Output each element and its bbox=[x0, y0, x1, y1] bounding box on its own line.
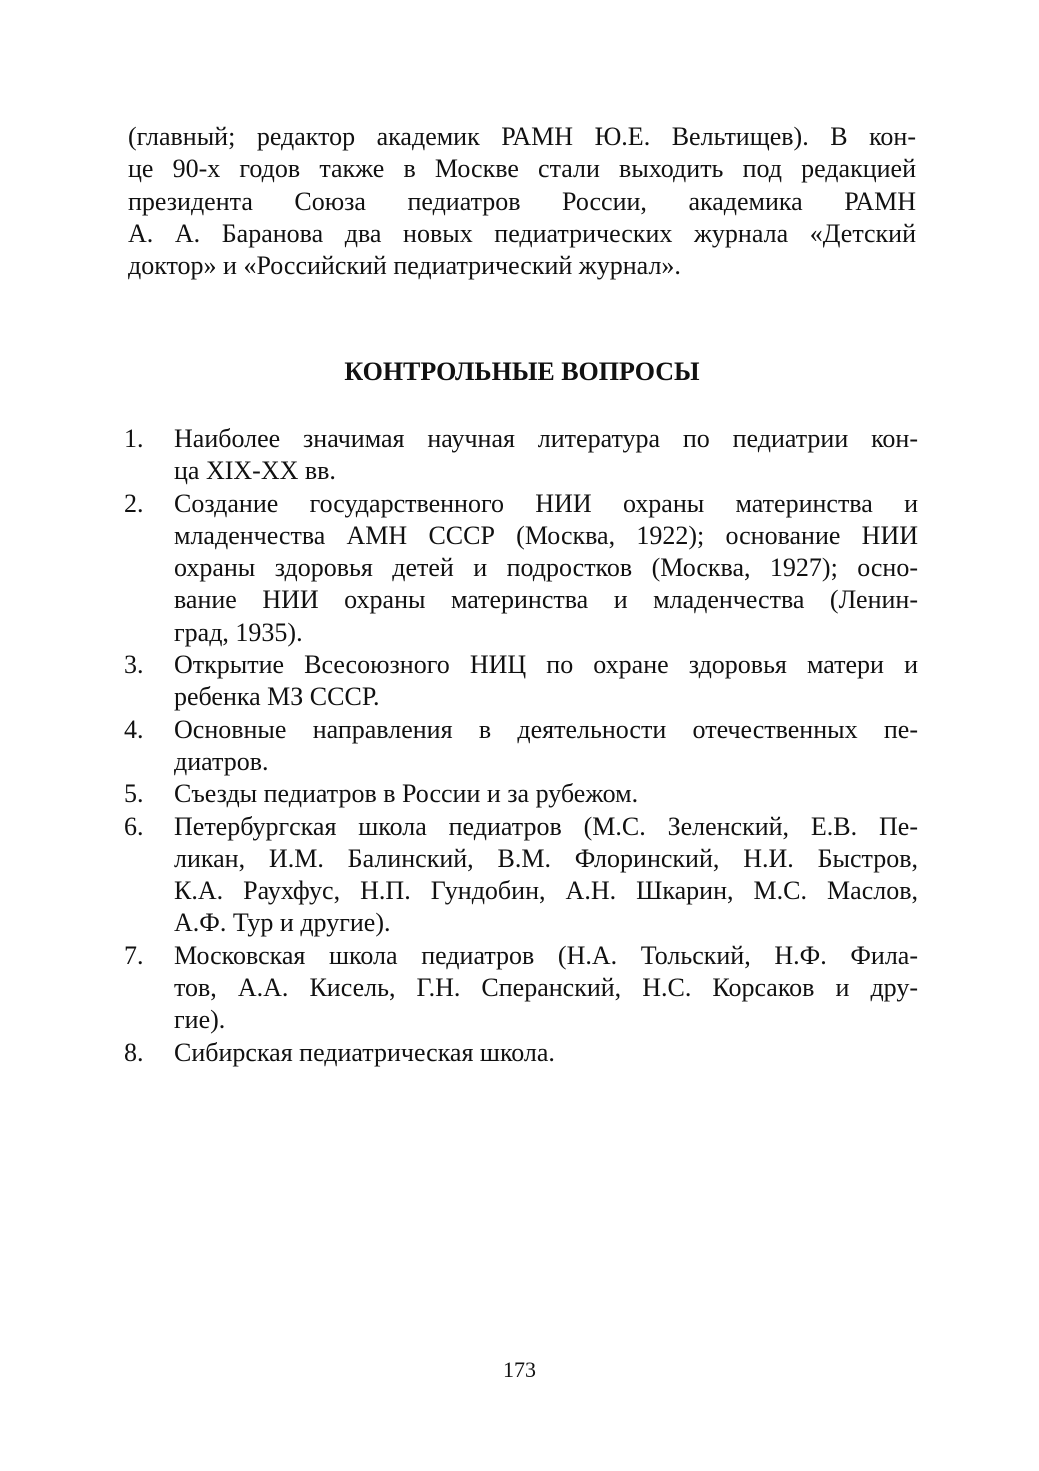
question-item bbox=[124, 488, 918, 649]
question-line: младенчества АМН СССР (Москва, 1922); основание НИИ bbox=[174, 520, 918, 550]
question-line: охраны здоровья детей и подростков (Москва, 1927); осно- bbox=[174, 553, 918, 583]
question-line: диатров. bbox=[174, 746, 269, 776]
question-line: Московская школа педиатров (Н.А. Тольский, Н.Ф. Фила- bbox=[174, 940, 918, 970]
question-line: гие). bbox=[174, 1005, 226, 1035]
question-number: 3. bbox=[124, 650, 144, 680]
question-line: Петербургская школа педиатров (М.С. Зеленский, Е.В. Пе- bbox=[174, 811, 918, 841]
intro-line: президента Союза педиатров России, академика РАМН bbox=[128, 186, 916, 216]
question-item bbox=[124, 778, 918, 810]
question-item bbox=[124, 940, 918, 1037]
question-number: 4. bbox=[124, 714, 144, 744]
question-item bbox=[124, 811, 918, 940]
question-item bbox=[124, 649, 918, 714]
intro-paragraph bbox=[128, 121, 916, 282]
question-line: ребенка МЗ СССР. bbox=[174, 682, 380, 712]
question-line: град, 1935). bbox=[174, 617, 303, 647]
question-line: Создание государственного НИИ охраны материнства и bbox=[174, 488, 918, 518]
question-number: 5. bbox=[124, 779, 144, 809]
question-item bbox=[124, 423, 918, 488]
question-line: Съезды педиатров в России и за рубежом. bbox=[174, 779, 639, 809]
question-line: Сибирская педиатрическая школа. bbox=[174, 1037, 555, 1067]
question-line: вание НИИ охраны материнства и младенчества (Ленин- bbox=[174, 585, 918, 615]
question-line: ца XIX-XX вв. bbox=[174, 456, 336, 486]
intro-line: це 90-х годов также в Москве стали выходить под редакцией bbox=[128, 154, 916, 184]
intro-line: (главный; редактор академик РАМН Ю.Е. Вельтищев). В кон- bbox=[128, 122, 916, 151]
section-heading: КОНТРОЛЬНЫЕ ВОПРОСЫ bbox=[344, 357, 700, 386]
question-line: ликан, И.М. Балинский, В.М. Флоринский, Н.И. Быстров, bbox=[174, 843, 918, 873]
question-number: 6. bbox=[124, 811, 144, 841]
question-line: Наиболее значимая научная литература по педиатрии кон- bbox=[174, 424, 918, 453]
question-number: 1. bbox=[124, 424, 144, 453]
page-number: 173 bbox=[503, 1357, 536, 1382]
question-line: Основные направления в деятельности отечественных пе- bbox=[174, 714, 918, 744]
review-questions-list bbox=[124, 423, 918, 1069]
question-line: А.Ф. Тур и другие). bbox=[174, 908, 391, 938]
question-item bbox=[124, 1037, 918, 1069]
intro-line: А. А. Баранова два новых педиатрических журнала «Детский bbox=[128, 218, 916, 248]
question-number: 2. bbox=[124, 488, 144, 518]
question-item bbox=[124, 714, 918, 779]
intro-line: доктор» и «Российский педиатрический журнал». bbox=[128, 251, 681, 281]
question-line: К.А. Раухфус, Н.П. Гундобин, А.Н. Шкарин, М.С. Маслов, bbox=[174, 876, 918, 906]
question-number: 7. bbox=[124, 940, 144, 970]
question-line: тов, А.А. Кисель, Г.Н. Сперанский, Н.С. Корсаков и дру- bbox=[174, 973, 918, 1003]
question-number: 8. bbox=[124, 1037, 144, 1067]
question-line: Открытие Всесоюзного НИЦ по охране здоровья матери и bbox=[174, 650, 918, 680]
